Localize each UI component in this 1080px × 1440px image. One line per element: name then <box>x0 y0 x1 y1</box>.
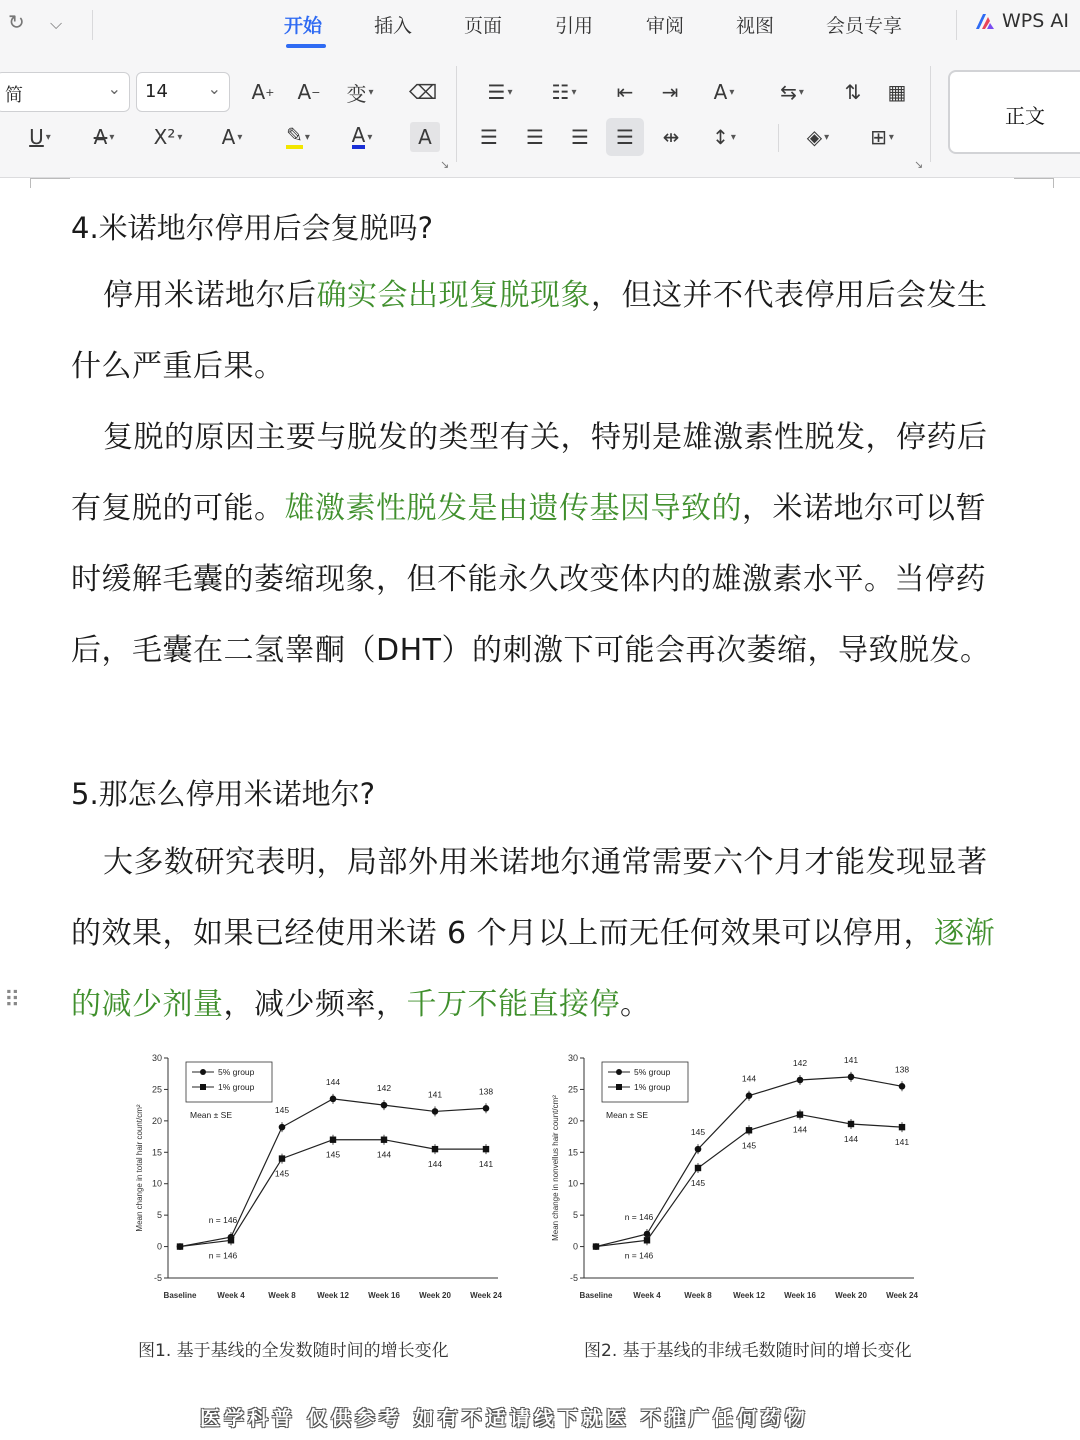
y-tick-label: 10 <box>151 1178 162 1189</box>
decrease-indent-icon[interactable]: ⇤ <box>616 80 634 104</box>
data-point <box>848 1074 855 1081</box>
text-line <box>71 402 1011 473</box>
text-run: 大多数研究表明，局部外用米诺地尔通常需要六个月才能发现显著 <box>103 845 988 880</box>
x-tick-label: Week 24 <box>470 1291 502 1300</box>
divider <box>92 10 93 40</box>
divider <box>956 10 957 40</box>
wps-ai-button[interactable] <box>974 10 1069 32</box>
data-label: n = 146 <box>208 1250 238 1261</box>
align-center-icon[interactable]: ☰ <box>526 125 544 149</box>
align-right-icon[interactable]: ☰ <box>571 125 589 149</box>
data-label: 141 <box>478 1159 494 1170</box>
y-tick-label: 0 <box>572 1241 578 1252</box>
data-label: 141 <box>843 1054 859 1065</box>
data-label: 144 <box>741 1073 757 1084</box>
data-label: 141 <box>427 1089 443 1100</box>
wps-ai-label: WPS AI <box>1002 10 1069 32</box>
y-tick-label: 30 <box>151 1053 162 1063</box>
legend-label: 5% group <box>218 1067 255 1077</box>
x-tick-label: Baseline <box>163 1291 197 1300</box>
y-tick-label: 15 <box>151 1147 162 1158</box>
character-shading-icon[interactable]: A <box>410 122 440 152</box>
tab-member[interactable]: 会员专享 <box>826 15 903 37</box>
tab-review[interactable]: 审阅 <box>646 15 685 37</box>
bullet-list-icon[interactable]: ☰ ▾ <box>487 80 513 104</box>
text-line <box>71 827 1011 898</box>
paragraph-1 <box>71 260 1011 402</box>
chart-2-svg <box>544 1046 934 1306</box>
data-point <box>695 1146 702 1153</box>
data-label: 145 <box>690 1127 706 1138</box>
paragraph-2 <box>71 402 1011 686</box>
distributed-align-icon[interactable]: ⇹ <box>662 125 680 149</box>
data-point <box>330 1096 337 1103</box>
data-label: 142 <box>792 1058 808 1068</box>
y-tick-label: 5 <box>572 1210 578 1221</box>
chart-1-caption: 图1. 基于基线的全发数随时间的增长变化 <box>138 1341 449 1361</box>
strikethrough-icon[interactable]: A ▾ <box>93 125 115 149</box>
borders-icon[interactable]: ⊞ ▾ <box>870 125 894 149</box>
numbered-list-icon[interactable]: ☷ ▾ <box>551 80 577 104</box>
data-point <box>899 1124 905 1130</box>
text-line <box>71 544 1011 615</box>
data-point <box>381 1102 388 1109</box>
tab-page[interactable]: 页面 <box>464 15 503 37</box>
y-tick-label: 10 <box>567 1178 578 1189</box>
x-tick-label: Week 20 <box>835 1291 867 1300</box>
font-dialog-launcher-icon[interactable]: ↘ <box>440 158 450 171</box>
legend-label: 1% group <box>634 1082 671 1092</box>
wps-ai-logo-icon <box>974 12 996 30</box>
tab-insert[interactable]: 插入 <box>374 15 413 37</box>
data-label: 145 <box>274 1168 290 1179</box>
text-run: 什么严重后果。 <box>71 349 285 384</box>
y-axis-label: Mean change in total hair count/cm² <box>135 1104 144 1232</box>
y-tick-label: 0 <box>156 1241 162 1252</box>
legend-label: 5% group <box>634 1067 671 1077</box>
chevron-down-icon: ⌄ <box>207 79 221 98</box>
style-normal[interactable] <box>948 70 1080 154</box>
data-label: 145 <box>274 1105 290 1116</box>
data-label: 144 <box>325 1076 341 1087</box>
data-label: 145 <box>690 1178 706 1188</box>
margin-mark <box>1014 178 1054 188</box>
text-run: 时缓解毛囊的萎缩现象，但不能永久改变体内的雄激素水平。当停药 <box>71 562 986 597</box>
paragraph-3 <box>71 827 1011 1040</box>
tab-view[interactable]: 视图 <box>736 15 775 37</box>
align-left-icon[interactable]: ☰ <box>480 125 498 149</box>
tab-home[interactable]: 开始 <box>284 15 323 37</box>
data-label: n = 146 <box>624 1250 654 1261</box>
text-run: 停用米诺地尔后 <box>103 278 317 313</box>
margin-mark <box>30 178 70 188</box>
text-run: 有复脱的可能。 <box>71 491 285 526</box>
chart-1 <box>128 1046 508 1366</box>
text-direction-icon[interactable]: ⇆ ▾ <box>780 80 804 104</box>
font-size-select[interactable] <box>136 72 230 112</box>
y-tick-label: 20 <box>151 1115 162 1126</box>
font-name-value: 简 <box>5 85 23 106</box>
data-point <box>483 1146 489 1152</box>
legend-note: Mean ± SE <box>190 1110 232 1120</box>
highlighted-text: 确实会出现复脱现象 <box>316 278 591 313</box>
divider <box>456 66 457 162</box>
font-size-value: 14 <box>145 81 168 102</box>
x-tick-label: Week 8 <box>268 1291 296 1300</box>
data-label: 144 <box>843 1134 859 1144</box>
data-point <box>695 1165 701 1171</box>
character-format-icon[interactable]: A ▾ <box>713 80 735 104</box>
data-label: 138 <box>478 1086 494 1097</box>
data-point <box>330 1137 336 1143</box>
legend-marker <box>200 1069 206 1075</box>
legend-marker <box>616 1084 622 1090</box>
chart-2-caption: 图2. 基于基线的非绒毛数随时间的增长变化 <box>584 1341 912 1361</box>
text-run: 复脱的原因主要与脱发的类型有关，特别是雄激素性脱发，停药后 <box>103 420 988 455</box>
legend-marker <box>616 1069 622 1075</box>
data-point <box>177 1243 183 1249</box>
increase-font-size-icon[interactable]: A + <box>251 80 275 104</box>
data-point <box>746 1092 753 1099</box>
text-run: ，减少频率， <box>223 987 407 1022</box>
data-label: n = 146 <box>624 1212 654 1222</box>
x-tick-label: Week 24 <box>886 1291 918 1300</box>
divider <box>778 124 779 152</box>
data-point <box>797 1111 803 1117</box>
style-normal-label: 正文 <box>1005 104 1045 128</box>
x-tick-label: Week 12 <box>317 1291 349 1300</box>
x-tick-label: Week 4 <box>217 1291 245 1300</box>
disclaimer-footer: 医学科普 仅供参考 如有不适请线下就医 不推广任何药物 <box>200 1406 809 1430</box>
highlighted-text: 千万不能直接停 <box>406 987 620 1022</box>
data-point <box>432 1108 439 1115</box>
line-spacing-icon[interactable]: ↕ ▾ <box>712 125 736 149</box>
data-label: 142 <box>376 1083 392 1094</box>
sort-icon[interactable]: ⇅ <box>844 80 862 104</box>
y-tick-label: 30 <box>567 1053 578 1063</box>
shading-icon[interactable]: ◈ ▾ <box>806 125 830 149</box>
x-tick-label: Week 16 <box>368 1291 400 1300</box>
data-label: 144 <box>427 1159 443 1170</box>
data-label: 144 <box>376 1149 392 1160</box>
text-line <box>71 260 1011 331</box>
ribbon <box>0 0 1080 178</box>
data-point <box>279 1124 286 1131</box>
y-tick-label: 5 <box>156 1210 162 1221</box>
text-line <box>71 898 1011 969</box>
x-tick-label: Week 8 <box>684 1291 712 1300</box>
text-run: 。 <box>620 987 651 1022</box>
data-point <box>644 1237 650 1243</box>
text-effect-icon[interactable]: A ▾ <box>221 125 243 149</box>
active-tab-indicator <box>286 44 326 48</box>
y-tick-label: -5 <box>569 1273 578 1283</box>
text-line <box>71 969 1011 1040</box>
highlight-color-icon[interactable]: ✎ ▾ <box>286 123 310 147</box>
text-run: ，米诺地尔可以暂 <box>742 491 986 526</box>
text-run: 的效果，如果已经使用米诺 6 个月以上而无任何效果可以停用， <box>71 916 935 951</box>
font-name-select[interactable] <box>0 72 130 112</box>
text-line <box>71 615 1011 686</box>
text-line <box>71 473 1011 544</box>
underline-icon[interactable]: U ▾ <box>29 125 51 149</box>
legend-label: 1% group <box>218 1082 255 1092</box>
data-label: 138 <box>894 1064 910 1075</box>
show-marks-icon[interactable]: ▦ <box>887 80 907 104</box>
drag-handle-icon[interactable]: ⠿ <box>4 988 19 1013</box>
x-tick-label: Baseline <box>579 1291 613 1300</box>
y-tick-label: 25 <box>567 1084 578 1095</box>
quick-access-dropdown-icon[interactable]: ⌵ <box>50 14 63 33</box>
data-label: 145 <box>325 1149 341 1160</box>
section-heading-4: 4.米诺地尔停用后会复脱吗? <box>71 211 434 245</box>
clear-format-icon[interactable]: ⌫ <box>408 80 438 104</box>
font-color-icon[interactable]: A ▾ <box>351 123 373 147</box>
redo-icon[interactable]: ↻ <box>8 10 25 34</box>
data-point <box>228 1237 234 1243</box>
y-tick-label: 15 <box>567 1147 578 1158</box>
superscript-icon[interactable]: X² ▾ <box>153 125 183 149</box>
chevron-down-icon: ⌄ <box>107 79 121 98</box>
data-label: n = 146 <box>208 1215 238 1226</box>
chart-2 <box>544 1046 934 1366</box>
data-point <box>381 1137 387 1143</box>
increase-indent-icon[interactable]: ⇥ <box>661 80 679 104</box>
x-tick-label: Week 16 <box>784 1291 816 1300</box>
x-tick-label: Week 20 <box>419 1291 451 1300</box>
divider <box>930 66 931 162</box>
y-tick-label: -5 <box>153 1273 162 1283</box>
data-point <box>593 1243 599 1249</box>
data-point <box>848 1121 854 1127</box>
data-point <box>483 1105 490 1112</box>
y-tick-label: 25 <box>151 1084 162 1095</box>
data-point <box>432 1146 438 1152</box>
data-point <box>899 1083 906 1090</box>
paragraph-dialog-launcher-icon[interactable]: ↘ <box>914 158 924 171</box>
legend-note: Mean ± SE <box>606 1110 648 1120</box>
data-point <box>797 1077 804 1084</box>
section-heading-5: 5.那怎么停用米诺地尔? <box>71 777 376 811</box>
tab-references[interactable]: 引用 <box>555 15 594 37</box>
y-tick-label: 20 <box>567 1115 578 1126</box>
ribbon-tabs <box>0 0 1080 52</box>
phonetic-guide-icon[interactable]: 变 ▾ <box>346 81 374 106</box>
text-run: 后，毛囊在二氢睾酮（DHT）的刺激下可能会再次萎缩，导致脱发。 <box>71 633 991 668</box>
data-point <box>746 1127 752 1133</box>
data-label: 145 <box>741 1140 757 1151</box>
highlighted-text: 雄激素性脱发是由遗传基因导致的 <box>284 491 742 526</box>
justify-icon[interactable]: ☰ <box>606 118 644 156</box>
text-line <box>71 331 1011 402</box>
data-label: 141 <box>894 1137 910 1148</box>
x-tick-label: Week 12 <box>733 1291 765 1300</box>
chart-1-svg <box>128 1046 508 1306</box>
data-point <box>279 1155 285 1161</box>
highlighted-text: 逐渐 <box>934 916 996 951</box>
document-page[interactable] <box>0 178 1080 1440</box>
text-run: ，但这并不代表停用后会发生 <box>591 278 988 313</box>
highlighted-text: 的减少剂量 <box>71 987 224 1022</box>
decrease-font-size-icon[interactable]: A − <box>297 80 321 104</box>
legend-marker <box>200 1084 206 1090</box>
y-axis-label: Mean change in nonvellus hair count/cm² <box>551 1095 560 1241</box>
data-label: 144 <box>792 1124 808 1135</box>
x-tick-label: Week 4 <box>633 1291 661 1300</box>
